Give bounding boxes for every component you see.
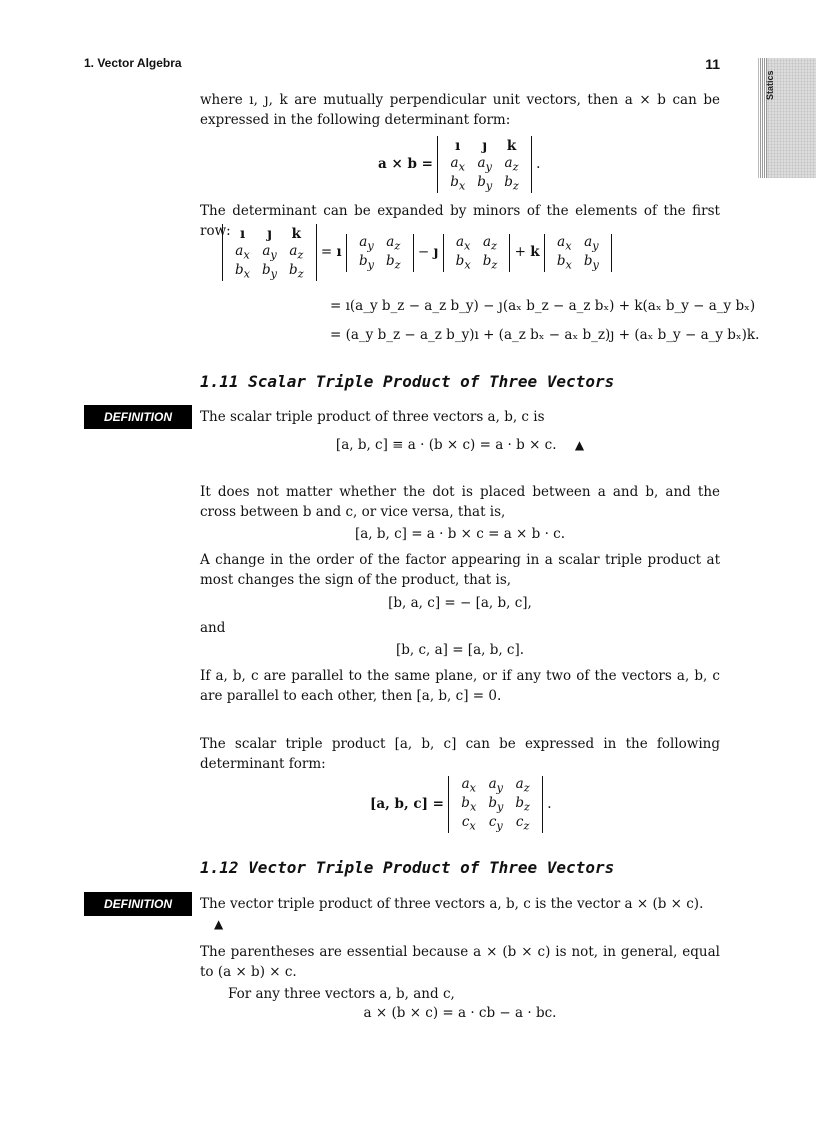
matrix-cell: $c_x$ — [461, 814, 476, 833]
section-title-1-11: 1.11 Scalar Triple Product of Three Vectors — [200, 372, 615, 391]
scalar-triple-definition-formula — [200, 437, 720, 453]
scalar-triple-determinant — [370, 776, 552, 833]
definition-label-1-11: DEFINITION — [84, 405, 192, 429]
matrix-cell: $a_z$ — [515, 776, 530, 795]
matrix-cell: $a_x$ — [461, 776, 477, 795]
definition-label-1-12: DEFINITION — [84, 892, 192, 916]
matrix-cell: $c_y$ — [488, 814, 503, 833]
paragraph-any-three: For any three vectors a, b, and c, — [228, 986, 455, 1002]
matrix-cell: ı — [455, 137, 461, 154]
cross-product-determinant — [378, 136, 540, 193]
formula-sign-change: [b, a, c] = − [a, b, c], — [388, 595, 532, 611]
cross-product-lhs: a × b = — [378, 156, 433, 172]
section-title-1-12: 1.12 Vector Triple Product of Three Vectors — [200, 858, 615, 877]
matrix-cell: $a_y$ — [488, 776, 504, 795]
paragraph-parallel: If a, b, c are parallel to the same plane, or if any two of the vectors a, b, c are parallel to each other, then [a, b, c] = 0. — [200, 668, 720, 704]
end-of-definition-icon: ▲ — [574, 438, 585, 452]
intro-paragraph: where ı, ȷ, k are mutually perpendicular unit vectors, then a × b can be expressed in the following determinant form: — [200, 92, 720, 128]
page-number: 11 — [705, 56, 720, 72]
minor-expansion: ı ȷ k $a_x$ $a_y$ $a_z$ $b_x$ $b_y$ $b_z$ = ı $a_y$ $a_z$ $b_y$ $b_z$ − ȷ $a_x$ $a_z$ $b_x$ $b_z$ + k $a_x$ $a_y$ $b_x$ $b_y$ — [222, 224, 612, 281]
matrix-cell: $a_x$ — [450, 155, 465, 174]
paragraph-dot-cross: It does not matter whether the dot is placed between a and b, and the cross between b and c, or vice versa, that is, — [200, 484, 720, 520]
paragraph-parentheses: The parentheses are essential because a × (b × c) is not, in general, equal to (a × b) × c. — [200, 944, 720, 980]
formula-cyclic: [b, c, a] = [a, b, c]. — [395, 642, 525, 658]
determinant-period: . — [536, 156, 541, 172]
definition-text-1-11: The scalar triple product of three vectors a, b, c is — [200, 409, 545, 425]
matrix-cell: $b_z$ — [515, 795, 530, 814]
matrix-cell: $a_y$ — [477, 155, 492, 174]
matrix-cell: $b_z$ — [504, 174, 519, 193]
matrix-cell: $a_z$ — [504, 155, 519, 174]
thumb-tab-label: Statics — [765, 70, 775, 100]
matrix-cell: $c_z$ — [515, 814, 530, 833]
word-and: and — [200, 620, 226, 636]
expansion-line-2: = (a_y b_z − a_z b_y)ı + (a_z bₓ − aₓ b_z)ȷ + (aₓ b_y − a_y bₓ)k. — [330, 327, 760, 343]
paragraph-order-change: A change in the order of the factor appearing in a scalar triple product at most changes the sign of the product, that is, — [200, 552, 720, 588]
determinant-matrix — [437, 136, 532, 193]
matrix-cell: $b_x$ — [461, 795, 477, 814]
end-of-definition-icon: ▲ — [214, 917, 224, 931]
determinant-period: . — [547, 796, 552, 812]
matrix-cell: k — [506, 137, 517, 154]
matrix-cell: ȷ — [482, 137, 488, 154]
formula-dot-cross: [a, b, c] = a · b × c = a × b · c. — [354, 526, 566, 542]
expansion-paragraph: The determinant can be expanded by minors of the elements of the first row: — [200, 203, 720, 239]
scalar-triple-lhs: [a, b, c] = — [370, 796, 444, 812]
paragraph-determinant-form: The scalar triple product [a, b, c] can be expressed in the following determinant form: — [200, 736, 720, 772]
matrix-cell: $b_y$ — [488, 795, 504, 814]
matrix-cell: $b_x$ — [450, 174, 466, 193]
expansion-line-1: = ı(a_y b_z − a_z b_y) − ȷ(aₓ b_z − a_z bₓ) + k(aₓ b_y − a_y bₓ) — [330, 298, 756, 314]
definition-text-1-12 — [200, 894, 720, 934]
running-header-chapter: 1. Vector Algebra — [84, 56, 182, 70]
thumb-tab — [758, 58, 816, 178]
definition-sentence: The vector triple product of three vectors a, b, c is the vector a × (b × c). — [200, 896, 704, 912]
formula-bac-cab: a × (b × c) = a · cb − a · bc. — [363, 1005, 557, 1021]
scalar-triple-matrix — [448, 776, 543, 833]
matrix-cell: $b_y$ — [477, 174, 493, 193]
formula: [a, b, c] ≡ a · (b × c) = a · b × c. — [335, 437, 557, 453]
